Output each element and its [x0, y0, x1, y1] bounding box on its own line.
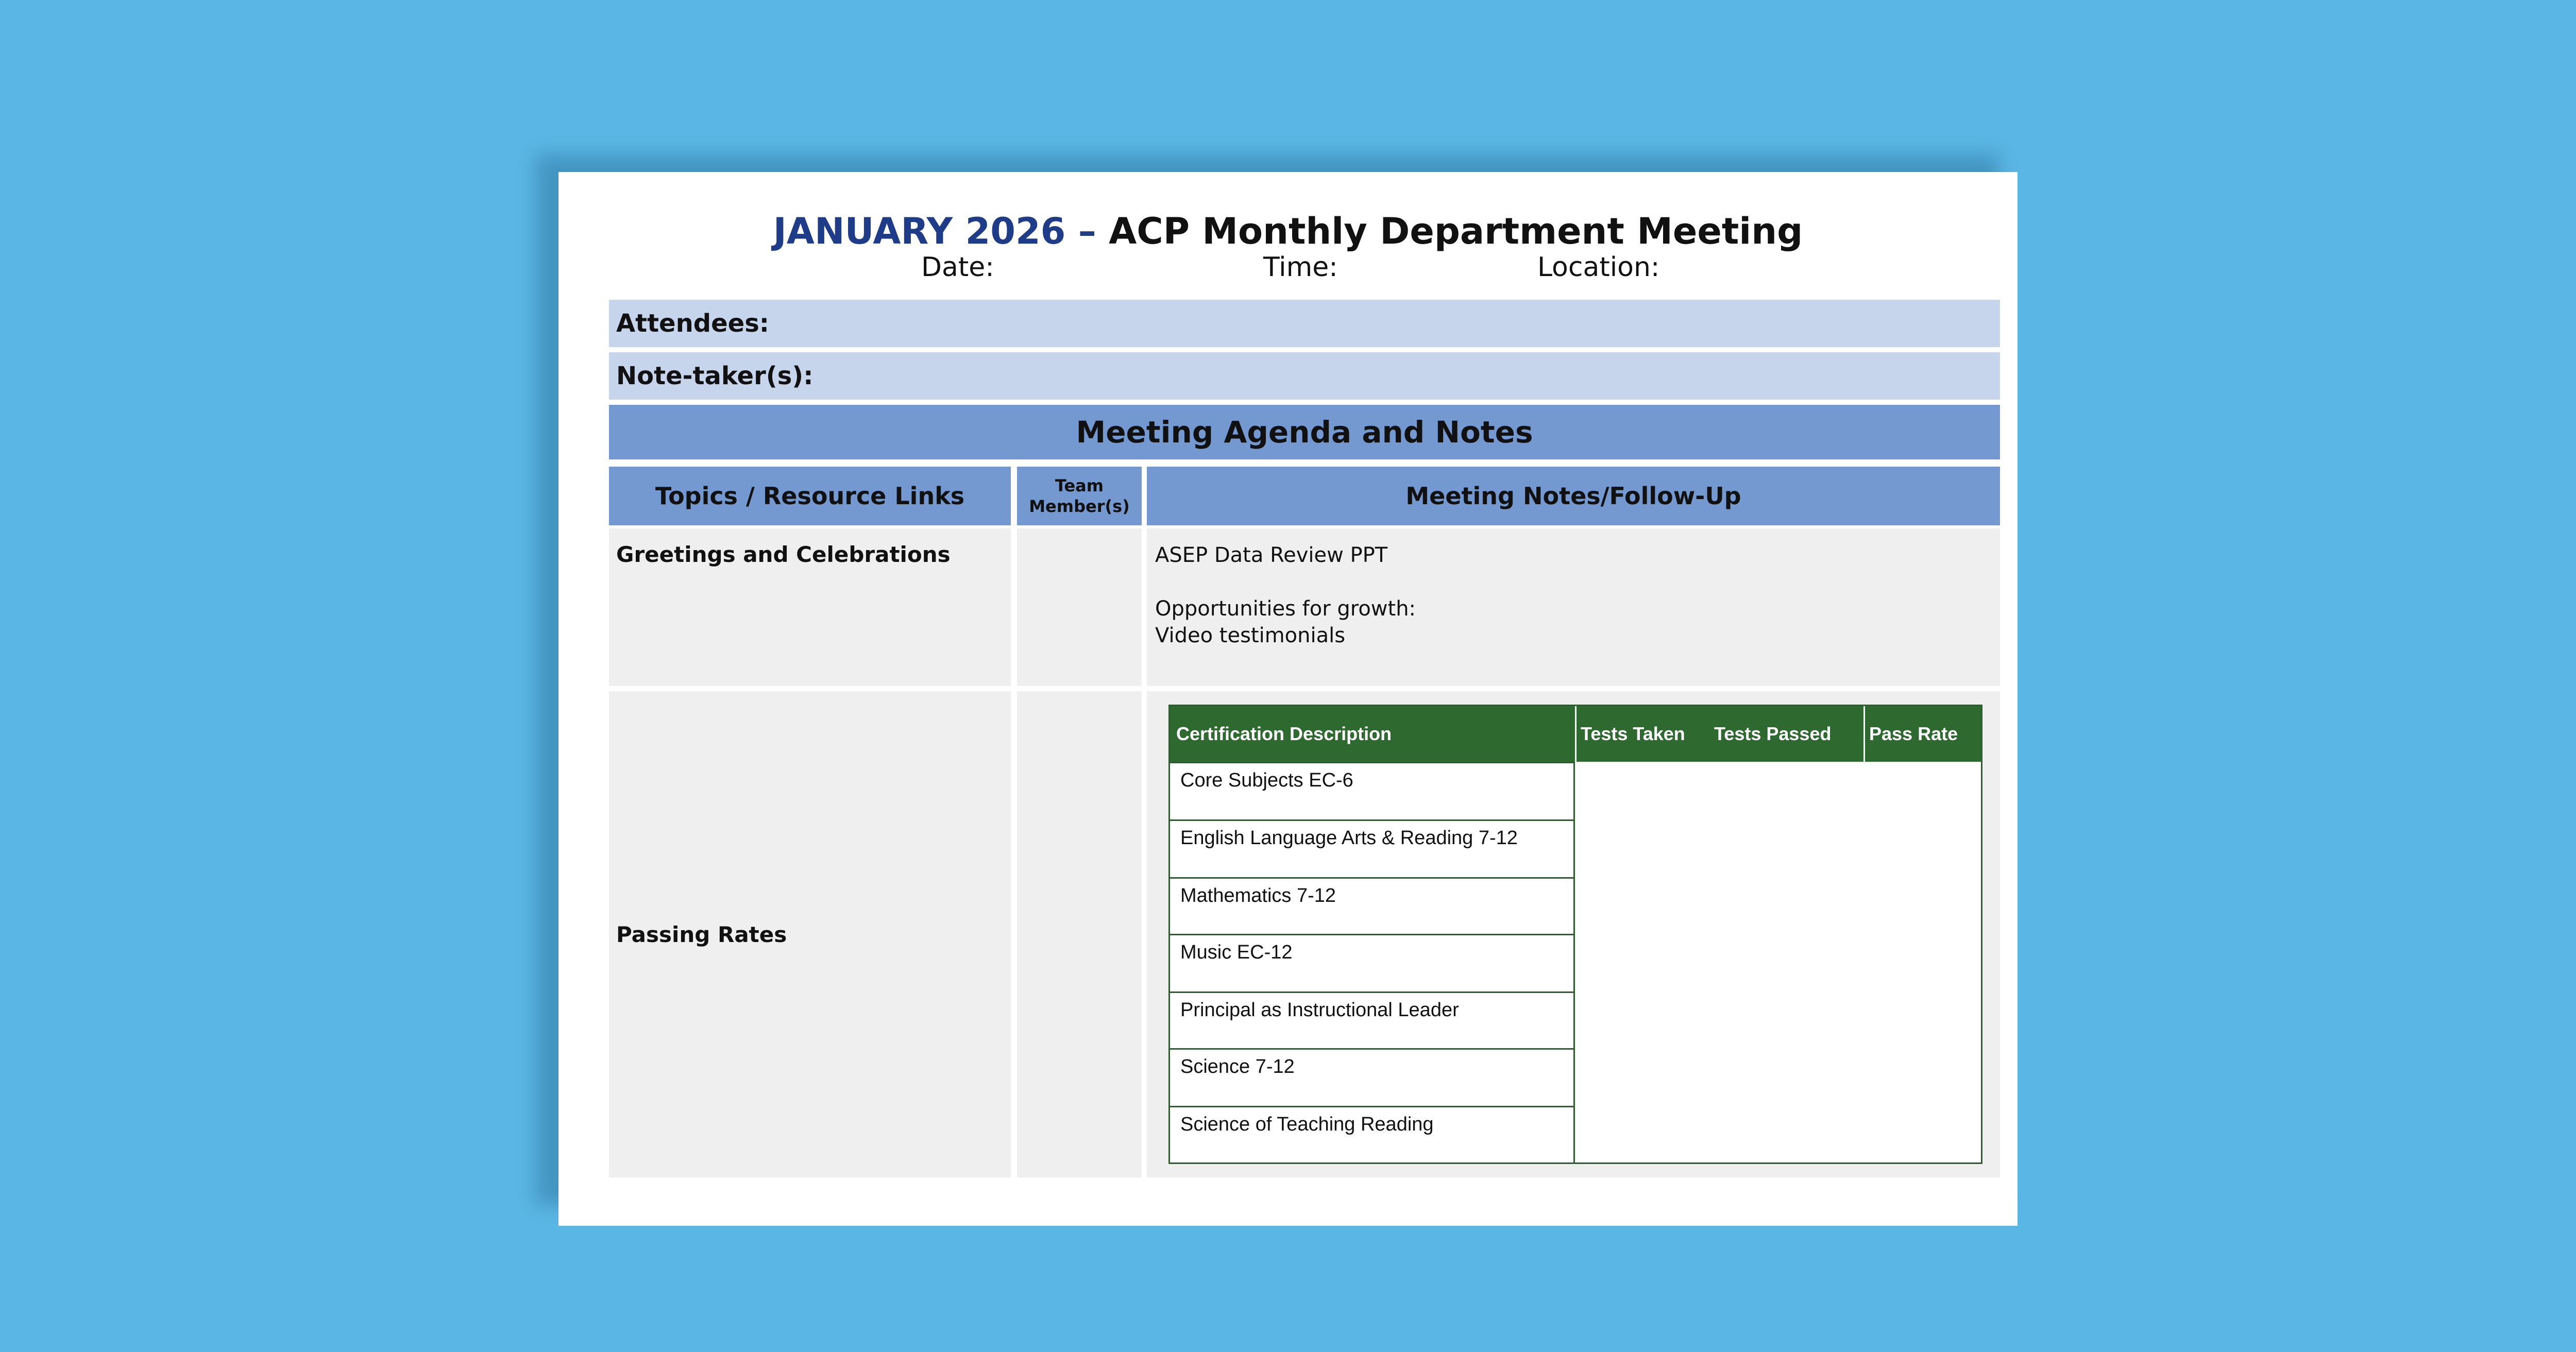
notes-greetings: ASEP Data Review PPT Opportunities for growth: Video testimonials	[1147, 528, 2000, 686]
cert-header-description: Certification Description	[1170, 706, 1575, 762]
document-page	[558, 172, 2018, 1226]
location-label: Location:	[1537, 252, 1660, 283]
title-dash: –	[1078, 210, 1096, 252]
column-header-notes: Meeting Notes/Follow-Up	[1147, 467, 2000, 525]
cert-row: English Language Arts & Reading 7-12	[1170, 819, 1575, 877]
title-rest: ACP Monthly Department Meeting	[1109, 210, 1803, 252]
topic-passing-rates-label: Passing Rates	[616, 921, 787, 947]
cert-row: Principal as Instructional Leader	[1170, 991, 1575, 1048]
cert-header-pass-rate: Pass Rate	[1863, 706, 1981, 762]
cert-header-tests-taken: Tests Taken	[1575, 706, 1714, 762]
column-header-topics: Topics / Resource Links	[609, 467, 1011, 525]
time-label: Time:	[1263, 252, 1338, 283]
team-members-line2: Member(s)	[1029, 497, 1130, 516]
team-members-line1: Team	[1055, 476, 1104, 495]
certification-table	[1168, 705, 1982, 1164]
topic-greetings: Greetings and Celebrations	[609, 528, 1011, 686]
cert-header-tests-passed: Tests Passed	[1714, 706, 1863, 762]
date-label: Date:	[921, 252, 994, 283]
cert-row: Music EC-12	[1170, 934, 1575, 991]
cert-row: Mathematics 7-12	[1170, 877, 1575, 934]
title-month: JANUARY 2026	[773, 210, 1066, 252]
cert-row: Science 7-12	[1170, 1048, 1575, 1106]
cert-row: Science of Teaching Reading	[1170, 1106, 1575, 1162]
notetaker-bar	[609, 352, 2000, 400]
team-member-cell-2	[1017, 691, 1142, 1177]
attendees-bar	[609, 300, 2000, 347]
topic-passing-rates	[609, 691, 1011, 1177]
attendees-label: Attendees:	[616, 309, 769, 338]
notetaker-label: Note-taker(s):	[616, 362, 814, 390]
team-member-cell-1	[1017, 528, 1142, 686]
column-header-team-members	[1017, 467, 1142, 525]
page-title	[558, 208, 2018, 254]
cert-row: Core Subjects EC-6	[1170, 762, 1575, 819]
agenda-section-title: Meeting Agenda and Notes	[609, 405, 2000, 459]
